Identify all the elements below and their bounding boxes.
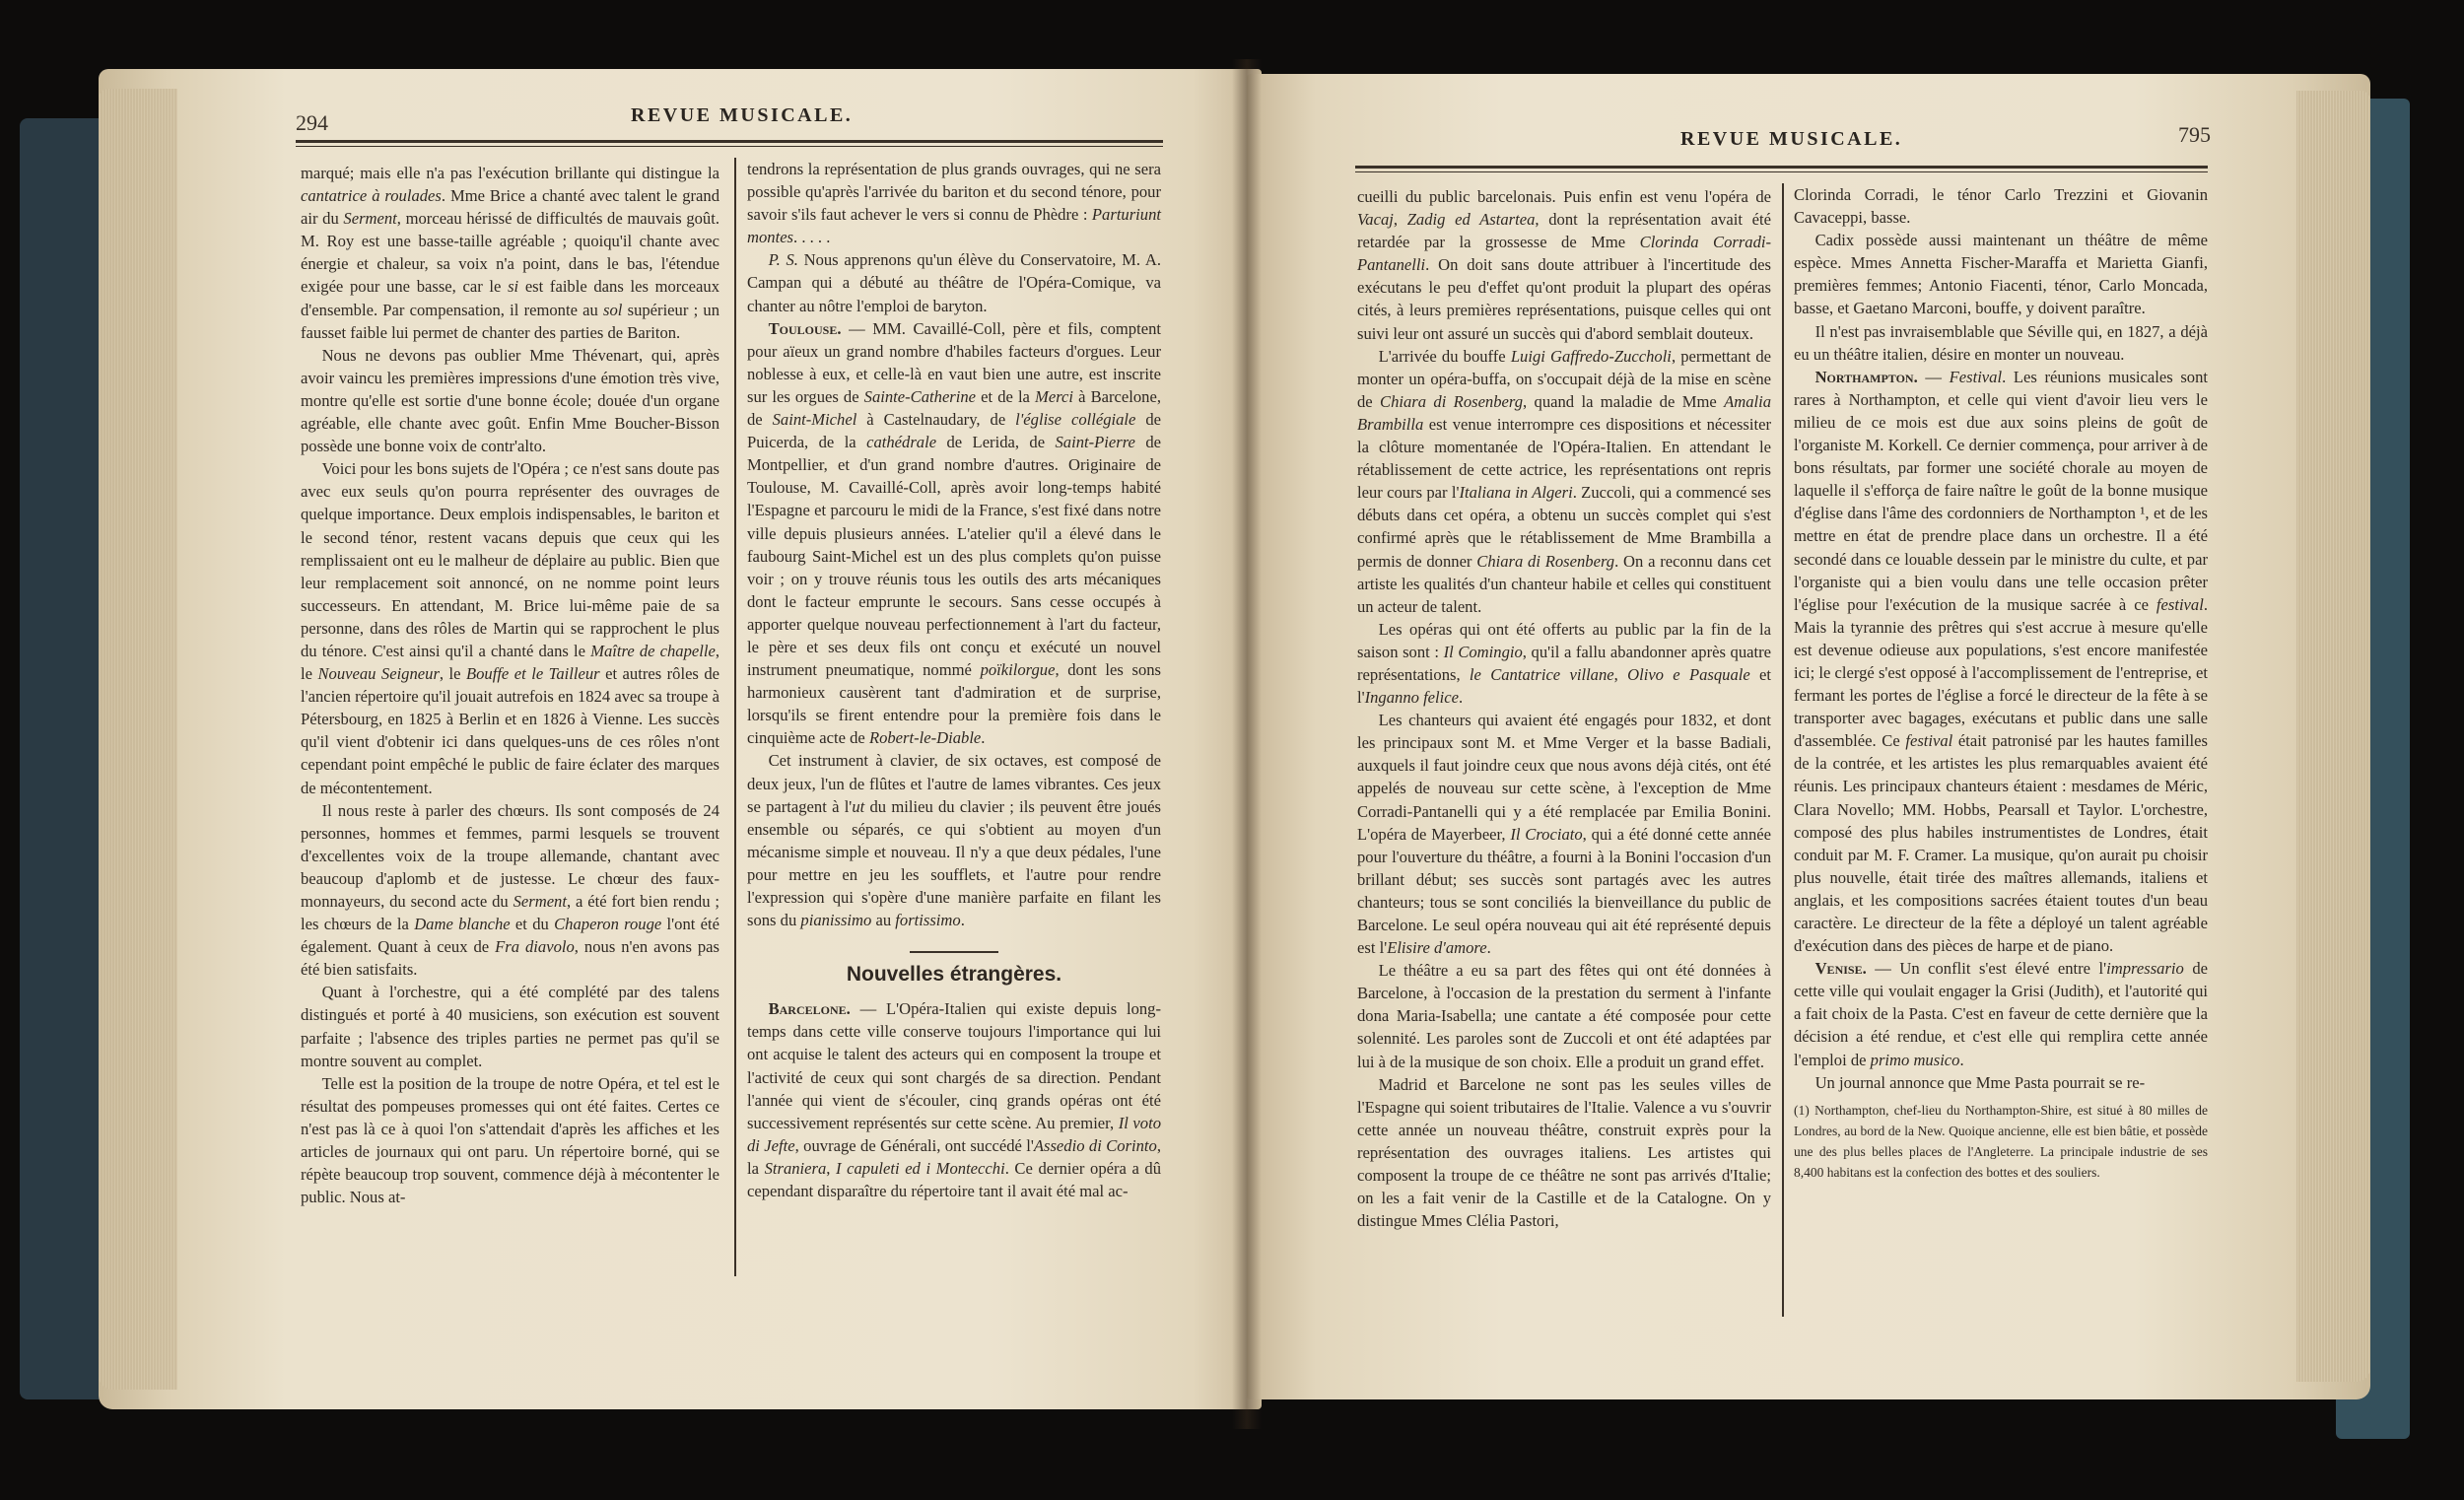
left-running-head: REVUE MUSICALE. <box>631 104 854 126</box>
left-column-2-articles <box>747 158 1161 931</box>
right-page-number: 795 <box>2178 122 2211 147</box>
page-edges-right <box>2296 91 2370 1382</box>
paragraph: Northampton. — Festival. Les réunions musicales sont rares à Northampton, et celle qui vient d'avoir lieu vers le milieu de ce mois est due aux soins pleins de goût de l'organiste M. Korkell. Ce dernier commença, pour arriver à de bons résultats, par former une société chorale au moyen de laquelle il s'efforça de faire naître le goût de la bonne musique d'église dans l'âme des cordonniers de Northampton ¹, et de les mettre en état de prendre place dans un orchestre. Il a été secondé dans ce louable dessein par le ministre du culte, et par l'organiste qui a bien voulu dans une telle occasion prêter l'église pour l'exécution de la musique sacrée à ce festival. Mais la tyrannie des prêtres qui s'est accrue à mesure qu'elle est devenue odieuse aux populations, s'est encore manifestée ici; le clergé s'est opposé à l'accomplissement de l'entreprise, et fermant les portes de l'église a forcé le directeur de la fête à se transporter avec bagages, exécutans et public dans une salle d'assemblée. Ce festival était patronisé par les hautes familles de la contrée, et les artistes les plus remarquables avaient été réunis. Les principaux chanteurs étaient : mesdames de Méric, Clara Novello; MM. Hobbs, Pearsall et Taylor. L'orchestre, composé des plus habiles instrumentistes de Londres, était conduit par M. F. Cramer. La musique, qu'on aurait pu choisir plus nouvelle, était tirée des maîtres allemands, italiens et anglais, et les compositions sacrées étaient toutes d'un beau caractère. Le directeur de la fête a déployé un talent agréable d'exécution dans des pièces de harpe et de piano. <box>1794 367 2208 956</box>
paragraph: Il n'est pas invraisemblable que Séville qui, en 1827, a déjà eu un théâtre italien, désire en monter un nouveau. <box>1794 321 2208 364</box>
paragraph: Nous ne devons pas oublier Mme Thévenart, qui, après avoir vaincu les premières impressions d'une émotion très vive, montre qu'elle est sortie d'une bonne école; douée d'un organe agréable, elle chante avec goût. Enfin Mme Boucher-Bisson possède une bonne voix de contr'alto. <box>301 345 719 456</box>
paragraph: Le théâtre a eu sa part des fêtes qui ont été données à Barcelone, à l'occasion de la prestation du serment à l'infante dona Maria-Isabella; une cantate a été composée pour cette solennité. Les paroles sont de Zuccoli et ont été adaptées par lui à de la musique de son choix. Elle a produit un grand effet. <box>1357 961 1771 1071</box>
left-head-rule-thin <box>296 146 1163 147</box>
paragraph: Venise. — Un conflit s'est élevé entre l'impressario de cette ville qui voulait engager la Grisi (Judith), et l'autorité qui a fait choix de la Pasta. C'est en faveur de cette dernière que la décision a été rendue, et c'est elle qui remplira cette année l'emploi de primo musico. <box>1794 959 2208 1069</box>
paragraph: marqué; mais elle n'a pas l'exécution brillante qui distingue la cantatrice à roulades. Mme Brice a chanté avec talent le grand air du Serment, morceau hérissé de difficultés de mauvais goût. M. Roy est une basse-taille agréable ; quoiqu'il chante avec énergie et chaleur, sa voix n'a point, dans le bas, l'étendue exigée pour une basse, car le si est faible dans les morceaux d'ensemble. Par compensation, il remonte au sol supérieur ; un fausset faible lui permet de chanter des parties de Bariton. <box>301 164 719 342</box>
paragraph: Barcelone. — L'Opéra-Italien qui existe depuis long-temps dans cette ville conserve toujours l'importance qui lui ont acquise le talent des acteurs qui en composent la troupe et l'activité de ceux qui sont chargés de sa direction. Pendant l'année qui vient de s'écouler, cinq grands opéras ont été successivement représentés sur cette scène. Au premier, Il voto di Jefte, ouvrage de Générali, ont succédé l'Assedio di Corinto, la Straniera, I capuleti ed i Montecchi. Ce dernier opéra a dû cependant disparaître du répertoire tant il avait été mal ac- <box>747 999 1162 1201</box>
paragraph: Clorinda Corradi, le ténor Carlo Trezzini et Giovanin Cavaceppi, basse. <box>1794 185 2208 228</box>
paragraph: L'arrivée du bouffe Luigi Gaffredo-Zuccholi, permettant de monter un opéra-buffa, on s'occupait déjà de la mise en scène de Chiara di Rosenberg, quand la maladie de Mme Amalia Brambilla est venue interrompre ces dispositions et nécessiter la clôture momentanée de l'Opéra-Italien. En attendant le rétablissement de cette actrice, les représentations ont repris leur cours par l'Italiana in Algeri. Zuccoli, qui a commencé ses débuts dans cet opéra, a obtenu un succès complet qui s'est confirmé après que le rétablissement de Mme Brambilla a permis de donner Chiara di Rosenberg. On a reconnu dans cet artiste les qualités d'un chanteur habile et celles qui constituent un acteur de talent. <box>1357 346 1772 616</box>
page-edges-left <box>99 89 177 1390</box>
right-column-divider <box>1782 183 1784 1317</box>
right-column-2 <box>1794 183 2208 1183</box>
paragraph: tendrons la représentation de plus grands ouvrages, qui ne sera possible qu'après l'arrivée du bariton et du second ténore, pour savoir s'ils faut achever le vers si connu de Phèdre : Parturiunt montes. . . . . <box>747 160 1161 247</box>
paragraph: Quant à l'orchestre, qui a été complété par des talens distingués et porté à 40 musiciens, son exécution est souvent parfaite ; l'absence des triples parties ne permet pas qu'il se montre souvent au complet. <box>301 983 719 1070</box>
book-gutter <box>1232 59 1262 1429</box>
right-head-rule <box>1355 166 2208 169</box>
paragraph: Toulouse. — MM. Cavaillé-Coll, père et fils, comptent pour aïeux un grand nombre d'habiles facteurs d'orgues. Leur noblesse à eux, et celle-là en vaut bien une autre, est inscrite sur les orgues de Sainte-Catherine et de la Merci à Barcelone, de Saint-Michel à Castelnaudary, de l'église collégiale de Puicerda, de la cathédrale de Lerida, de Saint-Pierre de Montpellier, et d'un grand nombre d'autres. Originaire de Toulouse, M. Cavaillé-Coll, après avoir long-temps habité l'Espagne et parcouru le midi de la France, s'est fixé dans notre ville depuis plusieurs années. L'atelier qu'il a élevé dans le faubourg Saint-Michel est un des plus complets qu'on puisse voir ; on y trouve réunis tous les outils des arts mécaniques dont le facteur emprunte le secours. Sans cesse occupés à apporter quelque nouveau perfectionnement à l'art du facteur, le père et ses deux fils ont conçu et exécuté un nouvel instrument pneumatique, nommé poïkilorgue, dont les sons harmonieux causèrent tant d'admiration et de surprise, lorsqu'ils se firent entendre pour la première fois dans le cinquième acte de Robert-le-Diable. <box>747 318 1161 748</box>
paragraph: Cet instrument à clavier, de six octaves, est composé de deux jeux, l'un de flûtes et l'autre de lames vibrantes. Ces jeux se partagent à l'ut du milieu du clavier ; ils peuvent être joués ensemble ou séparés, ce qui s'obtient au moyen d'un mécanisme simple et nouveau. Il n'y a que deux pédales, l'une pour mettre en jeu les soufflets, et l'autre pour rendre l'expression qui s'opère d'une manière parfaite en filant les sons du pianissimo au fortissimo. <box>747 751 1162 930</box>
right-column-2-articles <box>1794 183 2208 1094</box>
paragraph: Telle est la position de la troupe de notre Opéra, et tel est le résultat des pompeuses promesses qui ont été faites. Certes ce n'est pas là ce à quoi l'on s'attendait d'après les affiches et les articles de journaux qui ont paru. Un répertoire borné, qui se répète beaucoup trop souvent, commence déjà à mécontenter le public. Nous at- <box>301 1073 719 1207</box>
right-head-rule-thin <box>1355 171 2208 172</box>
footnote: (1) Northampton, chef-lieu du Northampton-Shire, est situé à 80 milles de Londres, au bord de la New. Quoique ancienne, elle est bien bâtie, et possède une des plus belles places de l'Angleterre. La principale industrie de ses 8,400 habitans est la confection des bottes et des souliers. <box>1794 1102 2208 1180</box>
section-ornament-rule <box>910 951 998 953</box>
left-column-1 <box>301 162 719 1208</box>
left-column-2-foreign-news <box>747 997 1161 1202</box>
paragraph: Un journal annonce que Mme Pasta pourrait se re- <box>1814 1072 2146 1092</box>
paragraph: cueilli du public barcelonais. Puis enfin est venu l'opéra de Vacaj, Zadig ed Astartea, dont la représentation avait été retardée par la grossesse de Mme Clorinda Corradi-Pantanelli. On doit sans doute attribuer à l'incertitude des exécutans le peu d'effet qu'ont produit la plupart des opéras cités, à leurs premières représentations, puisque celles qui ont suivi leur ont assuré un succès qui d'abord semblait douteux. <box>1357 187 1772 343</box>
left-page-number: 294 <box>296 110 328 135</box>
paragraph: Voici pour les bons sujets de l'Opéra ; ce n'est sans doute pas avec eux seuls qu'on pourra représenter des ouvrages de quelque importance. Deux emplois indispensables, le bariton et le second ténor, restent vacans depuis que ceux qui les remplissaient ont eu le malheur de déplaire au public. Bien que leur remplacement soit annoncé, on ne nomme point leurs successeurs. En attendant, M. Brice lui-même paie de sa personne, dans des rôles de Martin qui se rapprochent le plus du ténore. C'est ainsi qu'il a chanté dans le Maître de chapelle, le Nouveau Seigneur, le Bouffe et le Tailleur et autres rôles de l'ancien répertoire qu'il jouait autrefois en 1824 avec sa troupe à Pétersbourg, en 1825 à Berlin et en 1826 à Vienne. Les succès qu'il vient d'obtenir ici dans quelques-uns de ces rôles n'ont cependant point empêché le public de faire éclater des marques de mécontentement. <box>301 459 720 797</box>
right-column-1 <box>1357 185 1771 1232</box>
left-head-rule <box>296 140 1163 143</box>
left-column-divider <box>734 158 736 1276</box>
paragraph: P. S. Nous apprenons qu'un élève du Conservatoire, M. A. Campan qui a débuté au théâtre de l'Opéra-Comique, va chanter au nôtre l'emploi de baryton. <box>747 250 1161 315</box>
paragraph: Cadix possède aussi maintenant un théâtre de même espèce. Mmes Annetta Fischer-Maraffa et Marietta Gianfi, premières femmes; Antonio Fiacenti, ténor, Carlo Moncada, basse, et Gaetano Marconi, bouffe, y doivent paraître. <box>1794 231 2208 318</box>
paragraph: Les chanteurs qui avaient été engagés pour 1832, et dont les principaux sont M. et Mme Verger et la basse Badiali, auxquels il faut joindre ceux que nous avons déjà cités, ont été appelés de nouveau sur cette scène, à l'exception de Mme Corradi-Pantanelli qui y a été remplacée par Emilia Bonini. L'opéra de Mayerbeer, Il Crociato, qui a été donné cette année pour l'ouverture du théâtre, a fourni à la Bonini l'occasion d'un brillant début; ses succès sont partagés avec les autres chanteurs; tous se sont conciliés la bienveillance du public de Barcelone. Le seul opéra nouveau qui ait été représenté depuis est l'Elisire d'amore. <box>1357 711 1771 958</box>
left-column-2 <box>747 158 1161 1202</box>
paragraph: Les opéras qui ont été offerts au public par la fin de la saison sont : Il Comingio, qu'il a fallu abandonner après quatre représentations, le Cantatrice villane, Olivo e Pasquale et l'Inganno felice. <box>1357 619 1772 708</box>
section-heading: Nouvelles étrangères. <box>846 963 1062 987</box>
paragraph: Il nous reste à parler des chœurs. Ils sont composés de 24 personnes, hommes et femmes, parmi lesquels se trouvent d'excellentes voix de la troupe allemande, chantant avec beaucoup d'aplomb et de justesse. Le chœur des faux-monnayeurs, du second acte du Serment, a été fort bien rendu ; les chœurs de la Dame blanche et du Chaperon rouge l'ont été également. Quant à ceux de Fra diavolo, nous n'en avons pas été bien satisfaits. <box>301 800 720 980</box>
paragraph: Madrid et Barcelone ne sont pas les seules villes de l'Espagne qui soient tributaires de l'Italie. Valence a vu s'ouvrir cette année un nouveau théâtre, construit exprès pour la représentation des ouvrages italiens. Les artistes qui composent la troupe de ce théâtre ne sont pas arrivés d'Italie; on les a fait venir de la Castille et de la Catalogne. On y distingue Mmes Clélia Pastori, <box>1357 1074 1771 1231</box>
right-running-head: REVUE MUSICALE. <box>1680 128 1903 150</box>
